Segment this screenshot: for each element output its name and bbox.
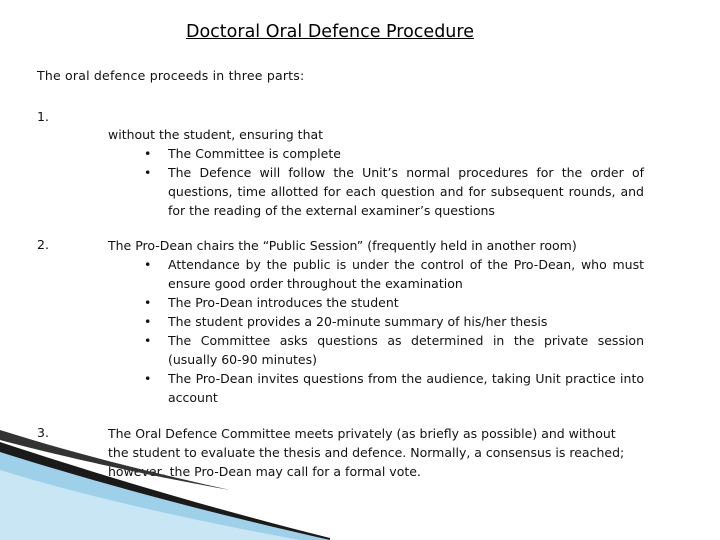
list-item: • The Committee is complete [144, 146, 341, 161]
list-item: • The Defence will follow the Unit’s normal procedures for the order of questions, time allotted for each question and for subsequent rounds, and for the reading of the external examiner’s questions [144, 165, 644, 218]
list-item: • The student provides a 20-minute summary of his/her thesis [144, 314, 548, 329]
part-number: 2. [37, 237, 49, 252]
bullet-icon: • [144, 333, 152, 348]
bullet-icon: • [144, 257, 152, 272]
list-item: • The Committee asks questions as determined in the private session (usually 60-90 minutes) [144, 333, 644, 367]
page-title: Doctoral Oral Defence Procedure [186, 22, 474, 42]
part-1 [108, 125, 644, 220]
part-2 [108, 236, 644, 407]
list-item: • The Pro-Dean introduces the student [144, 295, 399, 310]
corner-swoosh-decoration [0, 430, 330, 540]
part-lead: without the student, ensuring that [108, 127, 324, 142]
bullet-list [108, 255, 644, 407]
list-item: • Attendance by the public is under the control of the Pro-Dean, who must ensure good order throughout the examination [144, 257, 644, 291]
intro-text: The oral defence proceeds in three parts: [37, 68, 305, 83]
bullet-icon: • [144, 314, 152, 329]
bullet-icon: • [144, 165, 152, 180]
part-3-text: The Oral Defence Committee meets privately (as briefly as possible) and without the student to evaluate the thesis and defence. Normally, a consensus is reached; however, the Pro-Dean may call for a formal vote. [108, 426, 625, 479]
part-number: 3. [37, 425, 49, 440]
list-item: • The Pro-Dean invites questions from the audience, taking Unit practice into account [144, 371, 644, 405]
bullet-icon: • [144, 295, 152, 310]
part-number: 1. [37, 109, 49, 124]
bullet-icon: • [144, 146, 152, 161]
bullet-list [108, 144, 644, 220]
bullet-icon: • [144, 371, 152, 386]
part-lead: The Pro-Dean chairs the “Public Session” (frequently held in another room) [108, 238, 577, 253]
